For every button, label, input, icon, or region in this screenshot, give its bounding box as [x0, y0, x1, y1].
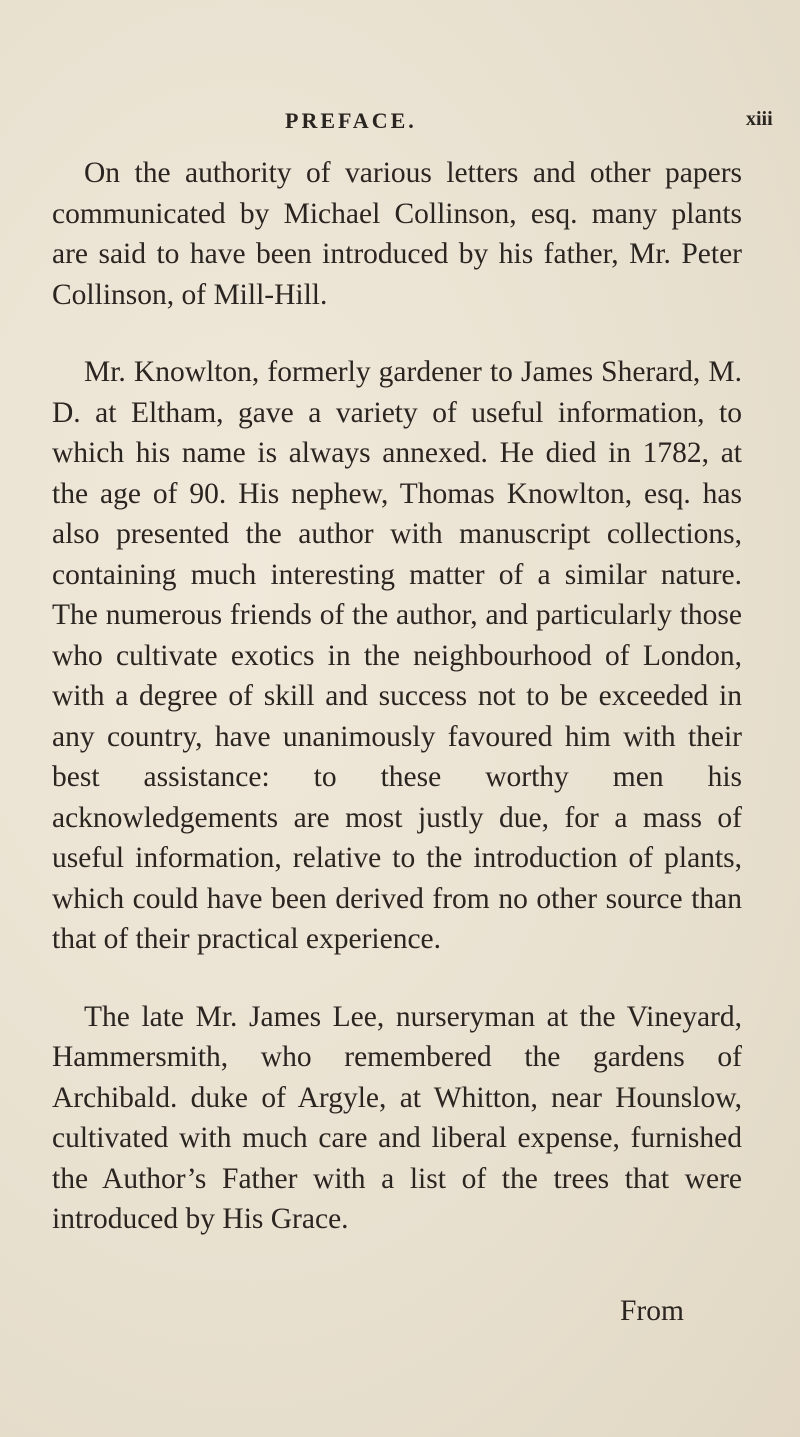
running-title: PREFACE. — [285, 108, 417, 133]
page-header — [0, 108, 800, 138]
body-text — [52, 153, 742, 1240]
paragraph-collinson: On the authority of various letters and other papers communicated by Michael Collinson, esq. many plants are said to have been introduced by his father, Mr. Peter Collinson, of Mill-Hill. — [52, 157, 742, 311]
page-number: xiii — [746, 108, 773, 130]
paragraph-lee: The late Mr. James Lee, nurseryman at the Vineyard, Hammersmith, who remembered the gardens of Archibald. duke of Argyle, at Whitton, near Hounslow, cultivated with much care and liberal expense, furnished the Author’s Father with a list of the trees that were introduced by His Grace. — [52, 1000, 742, 1235]
paragraph-knowlton: Mr. Knowlton, formerly gardener to James Sherard, M. D. at Eltham, gave a variety of useful information, to which his name is always annexed. He died in 1782, at the age of 90. His nephew, Thomas Knowlton, esq. has also presented the author with manuscript collections, containing much interesting matter of a similar nature. The numerous friends of the author, and particularly those who cultivate exotics in the neighbourhood of London, with a degree of skill and success not to be exceeded in any country, have unanimously favoured him with their best assistance: to these worthy men his acknowledgements are most justly due, for a mass of useful information, relative to the introduction of plants, which could have been derived from no other source than that of their practical experience. — [52, 356, 742, 955]
catchword: From — [620, 1295, 684, 1327]
